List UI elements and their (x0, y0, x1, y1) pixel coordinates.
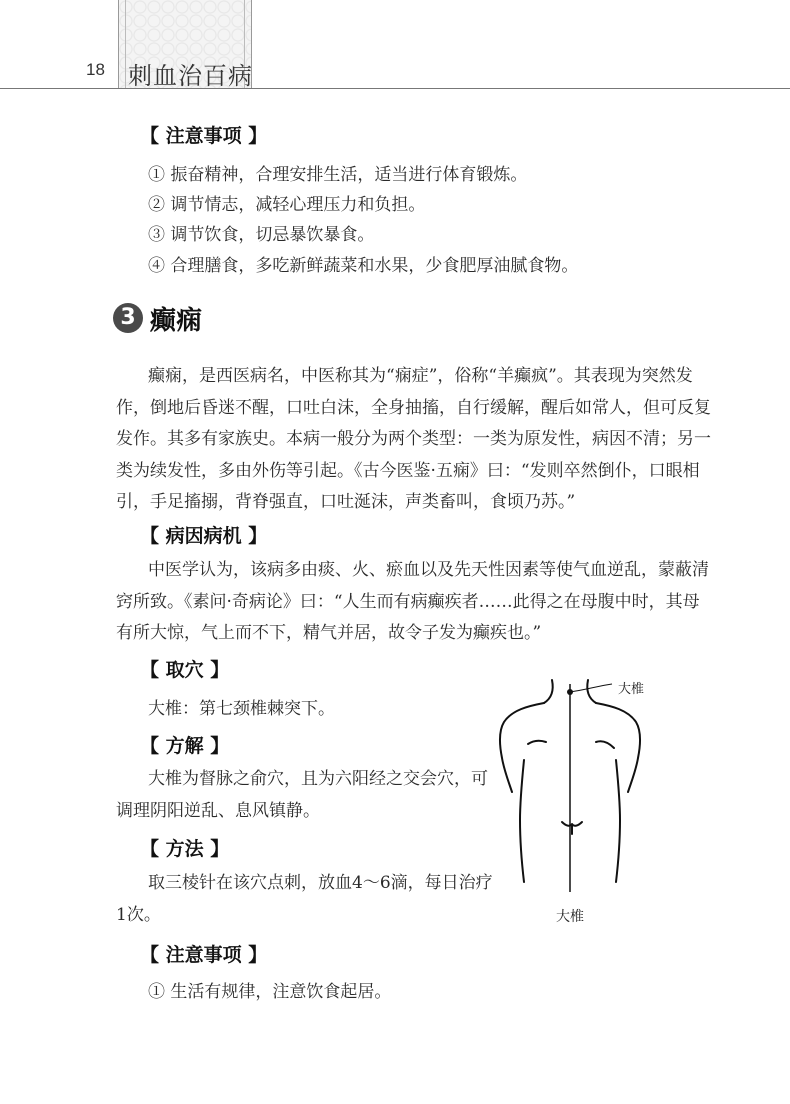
notes-heading-prev: 【 注意事项 】 (140, 125, 268, 147)
note-item: ① 振奋精神，合理安排生活，适当进行体育锻炼。 (148, 165, 528, 185)
label-leader-line (570, 684, 612, 692)
left-torso-outline (520, 760, 524, 882)
header-rule (0, 88, 790, 89)
method-line: 1次。 (116, 904, 161, 925)
point-text: 大椎：第七颈椎棘突下。 (148, 699, 335, 719)
explain-paragraph (116, 764, 496, 827)
method-line: 取三棱针在该穴点刺，放血4～6滴，每日治疗 (148, 873, 493, 893)
intro-line: 类为续发性，多由外伤等引起。《古今医鉴·五痫》曰：“发则卒然倒仆，口眼相 (116, 460, 700, 481)
cause-paragraph (116, 555, 709, 650)
torso-back-figure (490, 670, 660, 895)
figure-caption: 大椎 (556, 909, 584, 925)
figure-point-label: 大椎 (618, 682, 645, 697)
intro-paragraph (116, 361, 711, 519)
cause-line: 中医学认为，该病多由痰、火、瘀血以及先天性因素等使气血逆乱，蒙蔽清 (148, 560, 709, 580)
cause-line: 窍所致。《素问·奇病论》曰：“人生而有病癫疾者……此得之在母腹中时，其母 (116, 591, 700, 612)
explain-line: 大椎为督脉之俞穴，且为六阳经之交会穴，可 (148, 769, 488, 789)
right-scapula-mark (596, 741, 614, 748)
cause-line: 有所大惊，气上而不下，精气并居，故令子发为癫疾也。” (116, 623, 542, 643)
note-item: ② 调节情志，减轻心理压力和负担。 (148, 195, 426, 215)
section-title: 癫痫 (150, 306, 203, 336)
intro-line: 引，手足搐搦，背脊强直，口吐涎沫，声类畜叫，食顷乃苏。” (116, 492, 576, 512)
note-item: ③ 调节饮食，切忌暴饮暴食。 (148, 225, 375, 245)
note-item: ① 生活有规律，注意饮食起居。 (148, 982, 392, 1002)
left-scapula-mark (528, 741, 546, 744)
intro-line: 作，倒地后昏迷不醒，口吐白沫，全身抽搐，自行缓解，醒后如常人，但可反复 (116, 397, 711, 418)
note-item: ④ 合理膳食，多吃新鲜蔬菜和水果，少食肥厚油腻食物。 (148, 256, 579, 276)
page-number: 18 (86, 60, 105, 79)
section-number-badge: 3 (113, 303, 143, 333)
intro-line: 癫痫，是西医病名，中医称其为“痫症”，俗称“羊癫疯”。其表现为突然发 (148, 366, 693, 386)
cause-heading: 【 病因病机 】 (140, 525, 268, 547)
neck-right-outline (587, 680, 596, 703)
point-heading: 【 取穴 】 (140, 659, 230, 681)
neck-left-outline (544, 680, 553, 703)
right-torso-outline (616, 760, 620, 882)
method-paragraph (116, 868, 496, 931)
notes-heading: 【 注意事项 】 (140, 944, 268, 966)
method-heading: 【 方法 】 (140, 838, 230, 860)
intro-line: 发作。其多有家族史。本病一般分为两个类型：一类为原发性，病因不清；另一 (116, 429, 711, 449)
book-title: 刺血治百病 (128, 62, 253, 90)
explain-heading: 【 方解 】 (140, 735, 230, 757)
explain-line: 调理阴阳逆乱、息风镇静。 (116, 800, 320, 821)
